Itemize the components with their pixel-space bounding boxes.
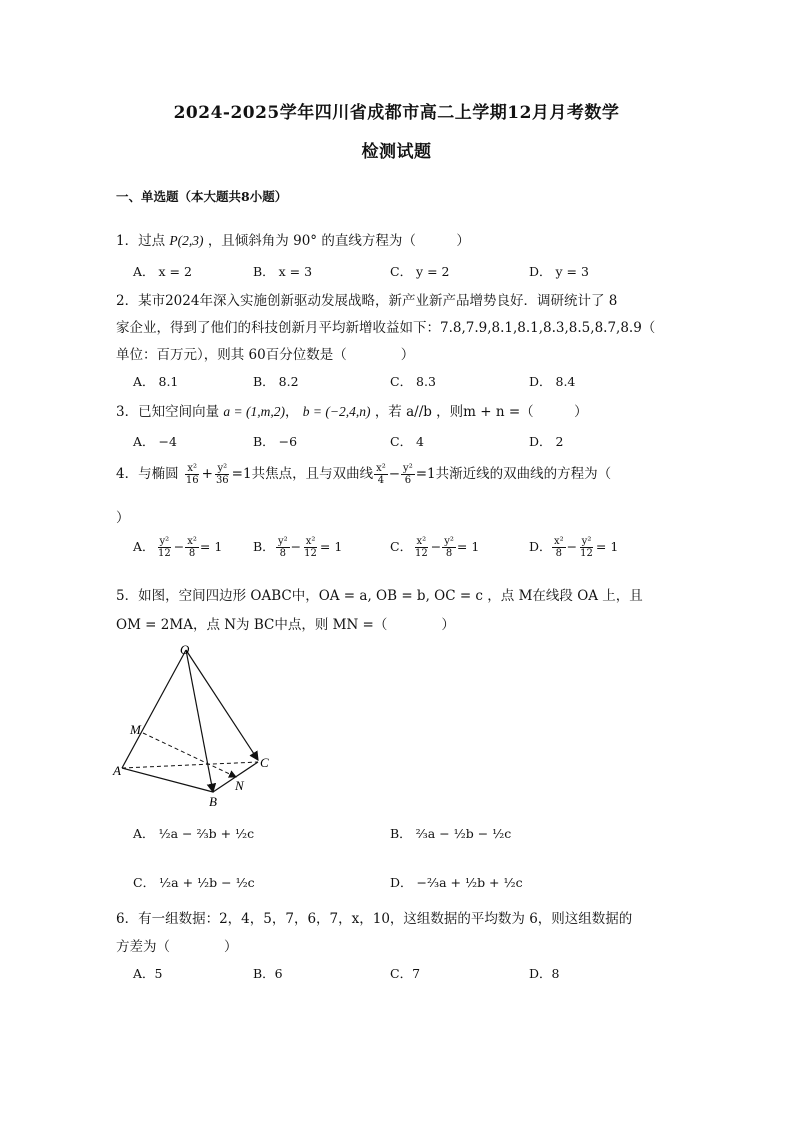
q4-option-c: C． $\frac{\text{x²}}{12}$ − $\frac{\text{y²}}{8}$ = 1 — [390, 536, 480, 559]
label-c: C — [260, 755, 269, 770]
q5-option-c: C． ½a + ½b − ½c — [133, 875, 255, 890]
title-line-2: 检测试题 — [361, 142, 432, 162]
vector-a: a = (1,m,2) — [223, 404, 285, 419]
question-2-line-1: 2．某市2024年深入实施创新驱动发展战略，新产业新产品增势良好．调研统计了 8 — [116, 293, 618, 309]
question-4-line-2: ） — [116, 510, 130, 526]
section-heading: 一、单选题（本大题共8小题） — [116, 189, 288, 204]
hyperbola-x-term: $\frac{\text{x²}}{4}$ — [376, 463, 386, 486]
q3-option-a: A． −4 — [133, 434, 177, 449]
ellipse-x-term: $\frac{\text{x²}}{16}$ — [185, 463, 199, 486]
q5-option-d: D． −⅔a + ½b + ½c — [390, 875, 523, 890]
q1-option-d: D． y = 3 — [529, 264, 589, 279]
title-line-1: 2024-2025学年四川省成都市高二上学期12月月考数学 — [173, 103, 620, 123]
vector-b: b = (−2,4,n) — [302, 404, 371, 419]
q6-option-a: A．5 — [133, 966, 163, 981]
q2-option-c: C． 8.3 — [390, 374, 436, 389]
q3-option-b: B． −6 — [253, 434, 298, 449]
ellipse-y-term: $\frac{\text{y²}}{36}$ — [215, 463, 229, 486]
question-1: 1．过点 P(2,3) ，且倾斜角为 90° 的直线方程为（ ） — [116, 233, 470, 249]
q4-option-b: B． $\frac{\text{y²}}{8}$ − $\frac{\text{x²}}{12}$ = 1 — [253, 536, 343, 559]
q2-option-a: A． 8.1 — [133, 374, 179, 389]
q6-option-d: D．8 — [529, 966, 560, 981]
q3-option-d: D． 2 — [529, 434, 564, 449]
question-5-line-2: OM = 2MA，点 N为 BC中点，则 MN =（ ） — [116, 617, 455, 633]
q3-option-c: C． 4 — [390, 434, 424, 449]
question-2-line-3: 单位：百万元），则其 60百分位数是（ ） — [116, 347, 415, 363]
tetrahedron-figure — [110, 640, 290, 810]
question-5-line-1: 5．如图，空间四边形 OABC中，OA = a, OB = b, OC = c ，点 M在线段 OA 上，且 — [116, 588, 643, 604]
q1-option-a: A． x = 2 — [133, 264, 192, 279]
question-3: 3．已知空间向量 a = (1,m,2)， b = (−2,4,n) ，若 a//b ，则m + n =（ ） — [116, 404, 588, 420]
q2-option-d: D． 8.4 — [529, 374, 576, 389]
q6-option-c: C．7 — [390, 966, 421, 981]
question-4: 4．与椭圆 $\frac{\text{x²}}{16}$ + $\frac{\text{y²}}{36}$ =1共焦点，且与双曲线 $\frac{\text{x²}}{4}$ − $\frac{\text{y²}}{6}$ =1共渐近线的双曲线的方程为（ — [116, 463, 612, 486]
q5-option-a: A． ½a − ⅔b + ½c — [133, 826, 255, 841]
question-2-line-2: 家企业，得到了他们的科技创新月平均新增收益如下：7.8,7.9,8.1,8.1,8.3,8.5,8.7,8.9（ — [116, 320, 656, 336]
label-a: A — [113, 763, 121, 778]
label-b: B — [209, 794, 217, 809]
q1-option-b: B． x = 3 — [253, 264, 313, 279]
q2-option-b: B． 8.2 — [253, 374, 299, 389]
q6-option-b: B．6 — [253, 966, 283, 981]
label-n: N — [235, 778, 244, 793]
point-p: P(2,3) — [169, 233, 204, 248]
q4-option-d: D． $\frac{\text{x²}}{8}$ − $\frac{\text{y²}}{12}$ = 1 — [529, 536, 619, 559]
q4-option-a: A． $\frac{\text{y²}}{12}$ − $\frac{\text{x²}}{8}$ = 1 — [133, 536, 223, 559]
question-6-line-1: 6．有一组数据：2，4，5，7，6，7，x，10，这组数据的平均数为 6，则这组数据的 — [116, 911, 633, 927]
label-m: M — [130, 722, 141, 737]
question-6-line-2: 方差为（ ） — [116, 939, 238, 955]
q1-option-c: C． y = 2 — [390, 264, 450, 279]
label-o: O — [180, 642, 190, 657]
hyperbola-y-term: $\frac{\text{y²}}{6}$ — [403, 463, 413, 486]
q5-option-b: B． ⅔a − ½b − ½c — [390, 826, 512, 841]
